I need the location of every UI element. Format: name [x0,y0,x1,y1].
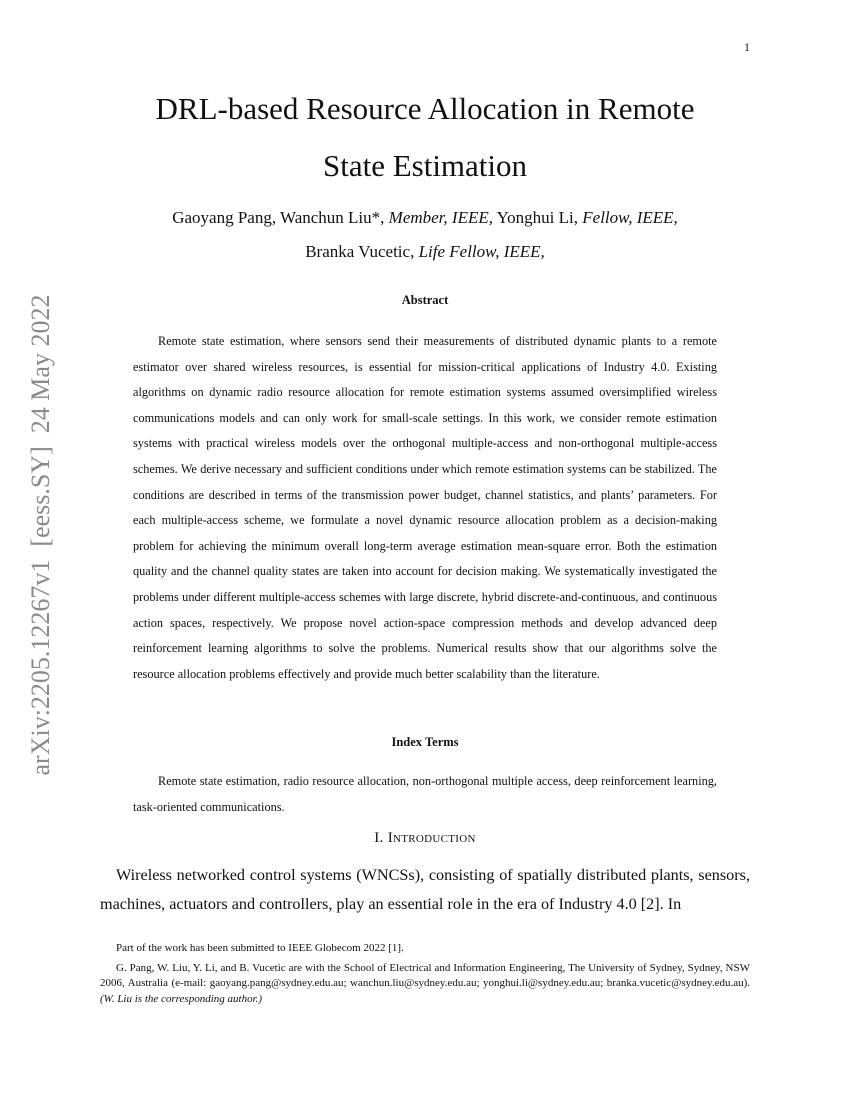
authors-line-1 [100,201,750,235]
title-line-1: DRL-based Resource Allocation in Remote [155,91,695,126]
section-title: Introduction [387,830,476,846]
author-role-member: Member, IEEE, [388,208,493,227]
abstract-text: Remote state estimation, where sensors send their measurements of distributed dynamic plants to a remote estimator over shared wireless resources, is essential for mission-critical applications of Industry 4.0. Existing algorithms on dynamic radio resource allocation for remote estimation systems assumed oversimplified wireless communications models and can only work for small-scale settings. In this work, we consider remote estimation systems with practical wireless models over the orthogonal multiple-access and non-orthogonal multiple-access schemes. We derive necessary and sufficient conditions under which remote estimation systems can be stabilized. The conditions are described in terms of the transmission power budget, channel statistics, and plants’ parameters. For each multiple-access scheme, we formulate a novel dynamic resource allocation problem as a decision-making problem for achieving the minimum overall long-term average estimation mean-square error. Both the estimation quality and the channel quality states are taken into account for decision making. We systematically investigated the problems under different multiple-access schemes with large discrete, hybrid discrete-and-continuous, and continuous action spaces, respectively. We propose novel action-space compression methods and develop advanced deep reinforcement learning algorithms to solve the problems. Numerical results show that our algorithms solve the resource allocation problems effectively and provide much better scalability than the literature. [133,334,717,681]
footnote-corresponding-author: (W. Liu is the corresponding author.) [100,992,263,1005]
paper-title [100,80,750,194]
author-role-life-fellow: Life Fellow, IEEE, [418,242,545,261]
section-heading-introduction [100,830,750,847]
page-number: 1 [744,40,750,54]
author-names-3: Branka Vucetic, [305,242,419,261]
arxiv-identifier-stamp: arXiv:2205.12267v1 [eess.SY] 24 May 2022 [26,294,55,776]
footnote-affiliations [100,961,750,1008]
introduction-paragraph: Wireless networked control systems (WNCSs), consisting of spatially distributed plants, sensors, machines, actuators and controllers, play an essential role in the era of Industry 4.0 [2]. In [100,866,750,913]
footnote-submission: Part of the work has been submitted to IEEE Globecom 2022 [1]. [116,942,404,954]
footnotes [100,941,750,1011]
author-names-2: Yonghui Li, [492,208,583,227]
author-names-1: Gaoyang Pang, Wanchun Liu*, [172,208,389,227]
abstract-heading: Abstract [401,293,449,307]
index-terms-heading: Index Terms [391,735,459,749]
title-line-2: State Estimation [322,148,528,183]
authors-line-2 [100,235,750,269]
author-list [100,201,750,269]
footnote-affiliations-text: G. Pang, W. Liu, Y. Li, and B. Vucetic are with the School of Electrical and Information Engineering, The University of Sydney, Sydney, NSW 2006, Australia (e-mail: gaoyang.pang@sydney.edu.au; wanchun.liu@sydney.edu.au; yonghui.li@sydney.edu.au; branka.vucetic@sydney.edu.au). [100,961,750,989]
index-terms-text: Remote state estimation, radio resource allocation, non-orthogonal multiple access, deep reinforcement learning, task-oriented communications. [133,774,717,814]
section-number: I. [374,830,384,846]
author-role-fellow: Fellow, IEEE, [582,208,678,227]
